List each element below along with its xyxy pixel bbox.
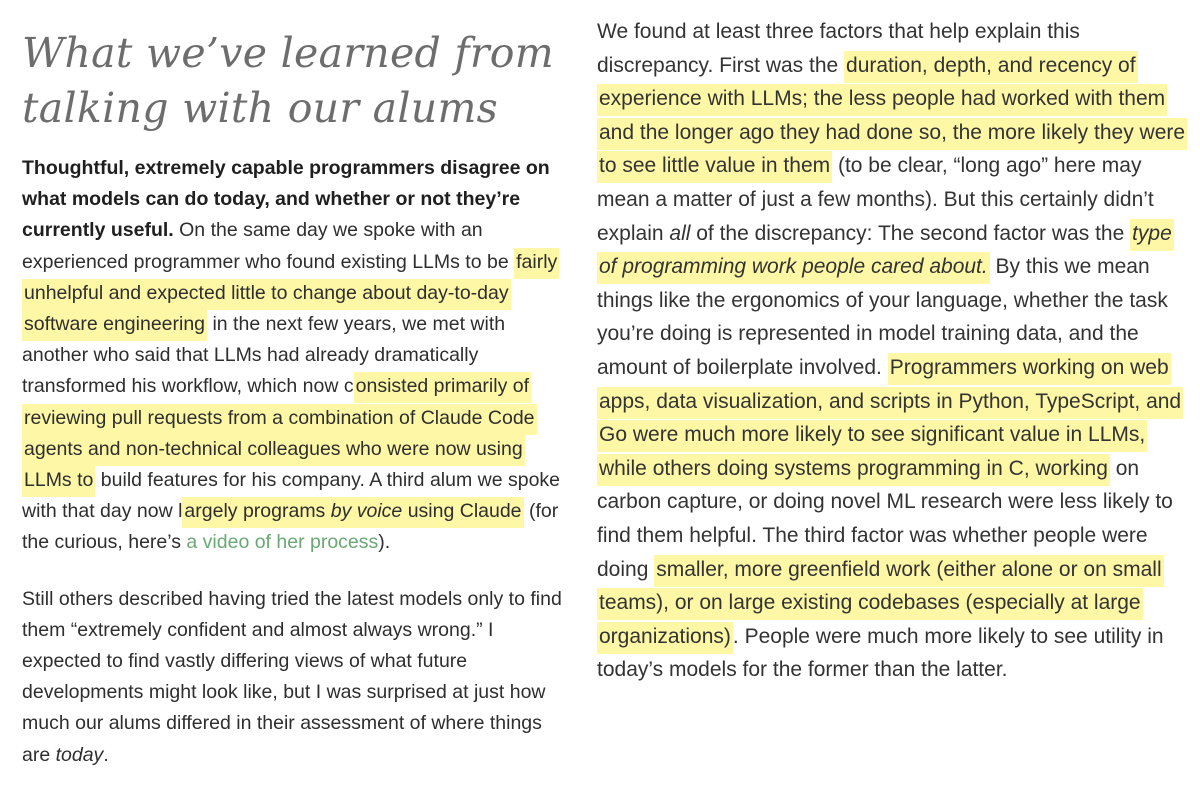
article-title-line-2: talking with our alums (22, 84, 498, 132)
paragraph-1-text-2: in the next few years, we met with another who said that LLMs had already dramatically transformed his workflow, which now c (22, 313, 506, 398)
paragraph-3-text-6: . People were much more likely to see utility in today’s models for the former than the latter. (597, 624, 1164, 682)
paragraph-1-text-3: build features for his company. A third alum we spoke with that day now l (22, 469, 561, 523)
lede-sentence: Thoughtful, extremely capable programmers disagree on what models can do today, and whether or not they’re currently useful. (22, 157, 550, 242)
article-title (22, 26, 570, 136)
video-of-her-process-link[interactable]: a video of her process (186, 531, 379, 554)
paragraph-3-text-4: By this we mean things like the ergonomics of your language, whether the task you’re doing is represented in model training data, and the amount of boilerplate involved. (597, 255, 1168, 379)
highlight-programs-by-voice (182, 500, 523, 522)
highlight-duration-depth-recency: duration, depth, and recency of experience with LLMs; the less people had worked with them and the longer ago they had done so, the more likely they were to see little value in them (599, 53, 1186, 178)
right-column (597, 0, 1195, 687)
emphasis-today: today (55, 743, 104, 766)
paragraph-2-text-1: Still others described having tried the latest models only to find them “extremely confident and almost always wrong.” I expected to find vastly differing views of what future developments might look like, but I was surprised at just how much our alums differed in their assessment of where things are (22, 587, 562, 766)
highlight-reviewing-pull-requests: onsisted primarily of reviewing pull requests from a combination of Claude Code agents and non-technical colleagues who were now using LLMs to (24, 375, 535, 492)
left-column (22, 0, 570, 771)
paragraph-3-text-5: on carbon capture, or doing novel ML research were less likely to find them helpful. The third factor was whether people were doing (597, 456, 1173, 581)
paragraph-1-text-4: (for the curious, here’s (22, 500, 559, 554)
paragraph-3-text-2: (to be clear, “long ago” here may mean a matter of just a few months). But this certainly didn’t explain (597, 154, 1154, 245)
highlight-type-of-programming-work-text: type of programming work people cared about. (599, 221, 1172, 279)
paragraph-3 (597, 15, 1195, 687)
highlight-programs-by-voice-part-2: using Claude (402, 500, 522, 523)
paragraph-1 (22, 153, 570, 559)
paragraph-3-text-3: of the discrepancy: The second factor was the (690, 221, 1131, 245)
highlight-programmers-web-apps: Programmers working on web apps, data visualization, and scripts in Python, TypeScript, and Go were much more likely to see significant value in LLMs, while others doing systems programming in C, working (599, 355, 1182, 480)
article-title-line-1: What we’ve learned from (22, 29, 554, 77)
paragraph-2-text-2: . (103, 743, 109, 766)
paragraph-1-text-1: On the same day we spoke with an experienced programmer who found existing LLMs to be (22, 219, 515, 273)
paragraph-2 (22, 584, 570, 771)
highlight-greenfield-work: smaller, more greenfield work (either alone or on small teams), or on large existing codebases (especially at large organizations) (599, 557, 1162, 648)
paragraph-3-text-1: We found at least three factors that help explain this discrepancy. First was the (597, 20, 1080, 77)
highlight-programs-by-voice-emphasis: by voice (330, 500, 403, 523)
emphasis-all: all (669, 221, 691, 245)
paragraph-1-text-5: ). (378, 531, 391, 554)
highlight-programs-by-voice-part-1: argely programs (184, 500, 331, 523)
highlight-fairly-unhelpful: fairly unhelpful and expected little to change about day-to-day software engineering (24, 250, 558, 336)
